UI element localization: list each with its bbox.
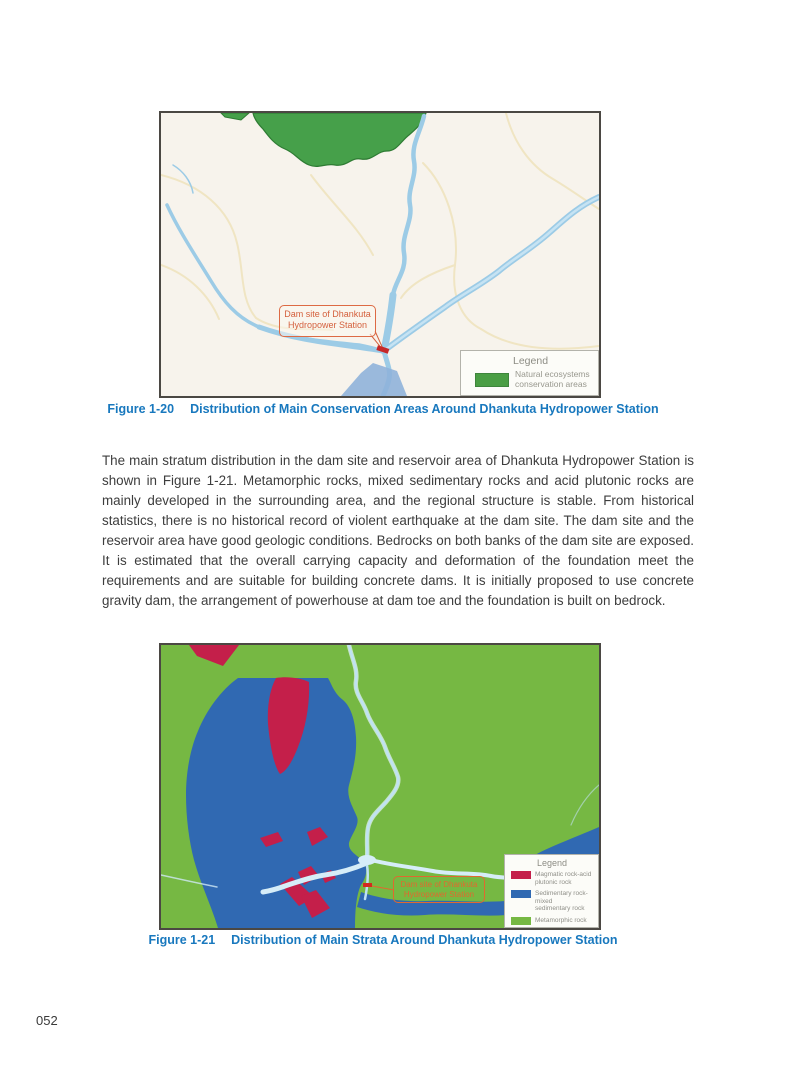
callout-line2: Hydropower Station — [403, 889, 475, 899]
callout-line1: Dam site of Dhankuta — [284, 309, 371, 319]
dam-site-callout — [393, 876, 485, 903]
figure-label: Figure 1-20 — [107, 402, 175, 416]
callout-line1: Dam site of Dhankuta — [400, 880, 478, 889]
legend-item — [511, 871, 598, 886]
legend-label-line2: conservation areas — [515, 378, 587, 389]
legend-swatch-blue — [511, 890, 531, 898]
legend-title: Legend — [537, 858, 568, 868]
legend-title: Legend — [513, 355, 549, 367]
page-number: 052 — [36, 1013, 58, 1028]
figure-title: Distribution of Main Strata Around Dhankuta Hydropower Station — [231, 933, 618, 947]
figure-1-20-map — [159, 111, 601, 398]
map-legend — [460, 350, 599, 396]
legend-swatch-green — [475, 373, 509, 387]
figure-title: Distribution of Main Conservation Areas Around Dhankuta Hydropower Station — [190, 402, 659, 416]
legend-item — [511, 890, 598, 913]
dam-site-marker — [363, 883, 372, 887]
legend-item — [475, 370, 598, 389]
legend-label-line1: Metamorphic rock — [535, 916, 587, 924]
callout-line2: Hydropower Station — [287, 320, 368, 330]
map-legend — [504, 854, 599, 928]
figure-label: Figure 1-21 — [148, 933, 216, 947]
legend-swatch-green — [511, 917, 531, 925]
legend-label-line1: Natural ecosystems — [515, 369, 590, 379]
dam-site-callout — [279, 305, 376, 337]
river-confluence — [358, 855, 376, 865]
legend-label-line2: plutonic rock — [535, 878, 572, 886]
figure-1-21-map — [159, 643, 601, 930]
legend-label-line1: Magmatic rock-acid — [535, 871, 592, 878]
body-paragraph: The main stratum distribution in the dam site and reservoir area of Dhankuta Hydropower Station is shown in Figure 1-21. Metamorphic rocks, mixed sedimentary rocks and acid plutonic rocks are mainly developed in the surrounding area, and the regional structure is stable. From historical statistics, there is no historical record of violent earthquake at the dam site. The dam site and the reservoir area have good geologic conditions. Bedrocks on both banks of the dam site are exposed. It is estimated that the overall carrying capacity and deformation of the foundation meet the requirements and are suitable for building concrete dams. It is initially proposed to use concrete gravity dam, the arrangement of powerhouse at dam toe and the foundation is built on bedrock. — [102, 453, 694, 608]
legend-item — [511, 917, 598, 925]
legend-label-line2: sedimentary rock — [535, 905, 585, 912]
legend-label-line1: Sedimentary rock-mixed — [535, 890, 588, 905]
figure-1-21-caption — [60, 933, 706, 947]
legend-swatch-red — [511, 871, 531, 879]
figure-1-20-caption — [60, 402, 706, 416]
